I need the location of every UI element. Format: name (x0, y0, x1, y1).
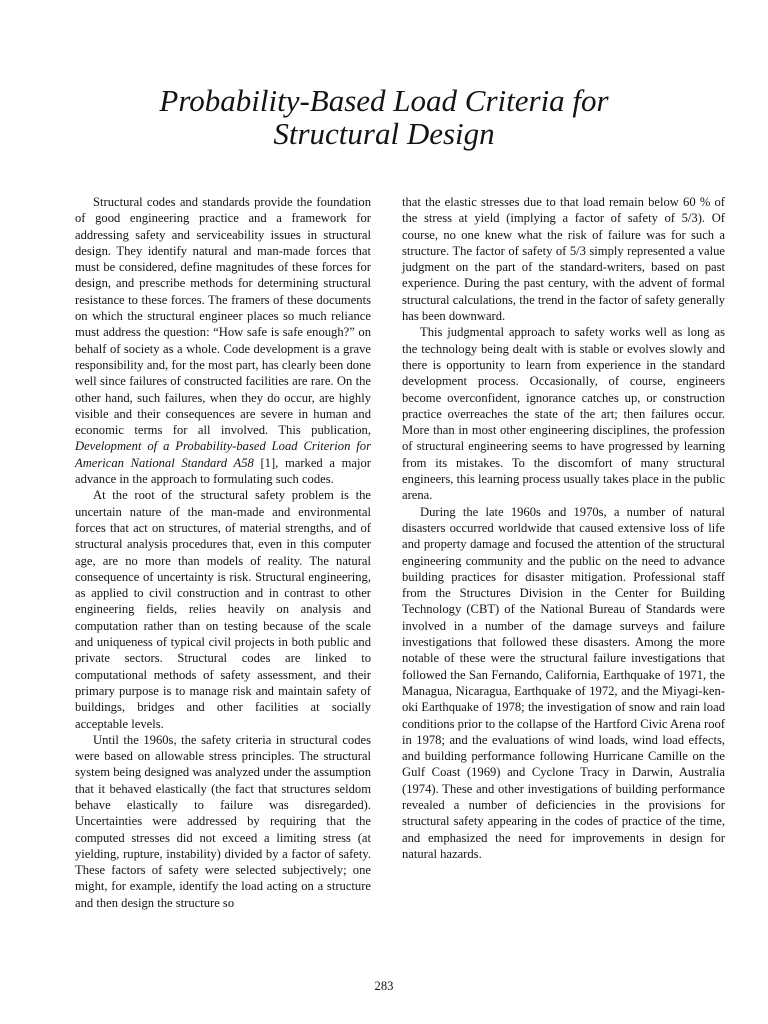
paragraph-allowable-stress: Until the 1960s, the safety criteria in structural codes were based on allowable stress principles. The structural system being designed was analyzed under the assumption that it behaved elastically (the fact that structures seldom behave elastically to failure was disregarded). Uncertainties were addressed by requiring that the computed stresses did not exceed a limiting stress (at yielding, rupture, instability) divided by a factor of safety. These factors of safety were selected subjectively; one might, for example, identify the load acting on a structure and then design the structure so (75, 732, 371, 910)
article-title (0, 84, 768, 150)
publication-title-citation: Development of a Probability-based Load Criterion for American National Standard A58 (75, 439, 371, 470)
paragraph-text: [1], marked a major advance in the approach to formulating such codes. (75, 455, 371, 487)
paragraph-natural-disasters: During the late 1960s and 1970s, a number of natural disasters occurred worldwide that caused extensive loss of life and property damage and focused the attention of the structural engineering community and the public on the need to advance building practices for disaster mitigation. Professional staff from the Structures Division in the Center for Building Technology (CBT) of the National Bureau of Standards were involved in a number of the damage surveys and failure investigations that followed these disasters. Among the more notable of these were the structural failure investigations that followed the San Fernando, California, Earthquake of 1971, the Managua, Nicaragua, Earthquake of 1972, and the Miyagi-ken-oki Earthquake of 1978; the investigation of snow and rain load conditions prior to the collapse of the Hartford Civic Arena roof in 1978; and the evaluations of wind loads, wind load effects, and building performance following Hurricane Camille on the Gulf Coast (1969) and Cyclone Tracy in Darwin, Australia (1974). These and other investigations of building performance revealed a number of deficiencies in the provisions for structural safety appearing in the codes of practice of the time, and emphasized the need for improvements in design for natural hazards. (402, 504, 725, 861)
right-column (402, 194, 725, 862)
paragraph-uncertainty: At the root of the structural safety problem is the uncertain nature of the man-made and environmental forces that act on structures, of material strengths, and of structural analysis procedures that, even in this computer age, are no more than models of reality. The natural consequence of uncertainty is risk. Structural engineering, as applied to civil construction and in contrast to other engineering fields, relies heavily on analysis and computation rather than on testing because of the scale and uniqueness of typical civil projects in both public and private sectors. Structural codes are linked to computational methods of safety assessment, and their primary purpose is to manage risk and maintain safety of buildings, bridges and other facilities at socially acceptable levels. (75, 488, 371, 731)
page-number: 283 (374, 979, 394, 993)
paragraph-codes-and-standards (75, 194, 371, 487)
paragraph-factor-of-safety: that the elastic stresses due to that load remain below 60 % of the stress at yield (implying a factor of safety of 5/3). Of course, no one knew what the risk of failure was for such a structure. The factor of safety of 5/3 simply represented a value judgment on the part of the standard-writers, based on past experience. During the past century, with the advent of formal structural calculations, the trend in the factor of safety generally has been downward. (402, 195, 725, 324)
title-line-1: Probability-Based Load Criteria for (159, 83, 609, 118)
paragraph-judgmental-approach: This judgmental approach to safety works well as long as the technology being dealt with is stable or evolves slowly and there is opportunity to learn from experience in the standard development process. Occasionally, of course, engineers become overconfident, ignorance catches up, or construction practice overreaches the state of the art; then failures occur. More than in most other engineering disciplines, the profession of structural engineering seems to have progressed by learning from its mistakes. To the discomfort of many structural engineers, this learning process usually takes place in the public arena. (402, 325, 725, 503)
title-line-2: Structural Design (273, 116, 495, 151)
paragraph-text: Structural codes and standards provide the foundation of good engineering practice and a framework for addressing safety and serviceability issues in structural design. They identify natural and man-made forces that must be considered, define magnitudes of these forces for design, and prescribe methods for determining structural resistance to these forces. The framers of these documents on which the structural engineer places so much reliance must address the question: “How safe is safe enough?” on behalf of society as a whole. Code development is a grave responsibility and, for the most part, has clearly been done well since failures of constructed facilities are rare. On the other hand, such failures, when they do occur, are highly visible and their consequences are severe in human and economic terms for all involved. This publication, (75, 195, 371, 438)
left-column (75, 194, 371, 911)
